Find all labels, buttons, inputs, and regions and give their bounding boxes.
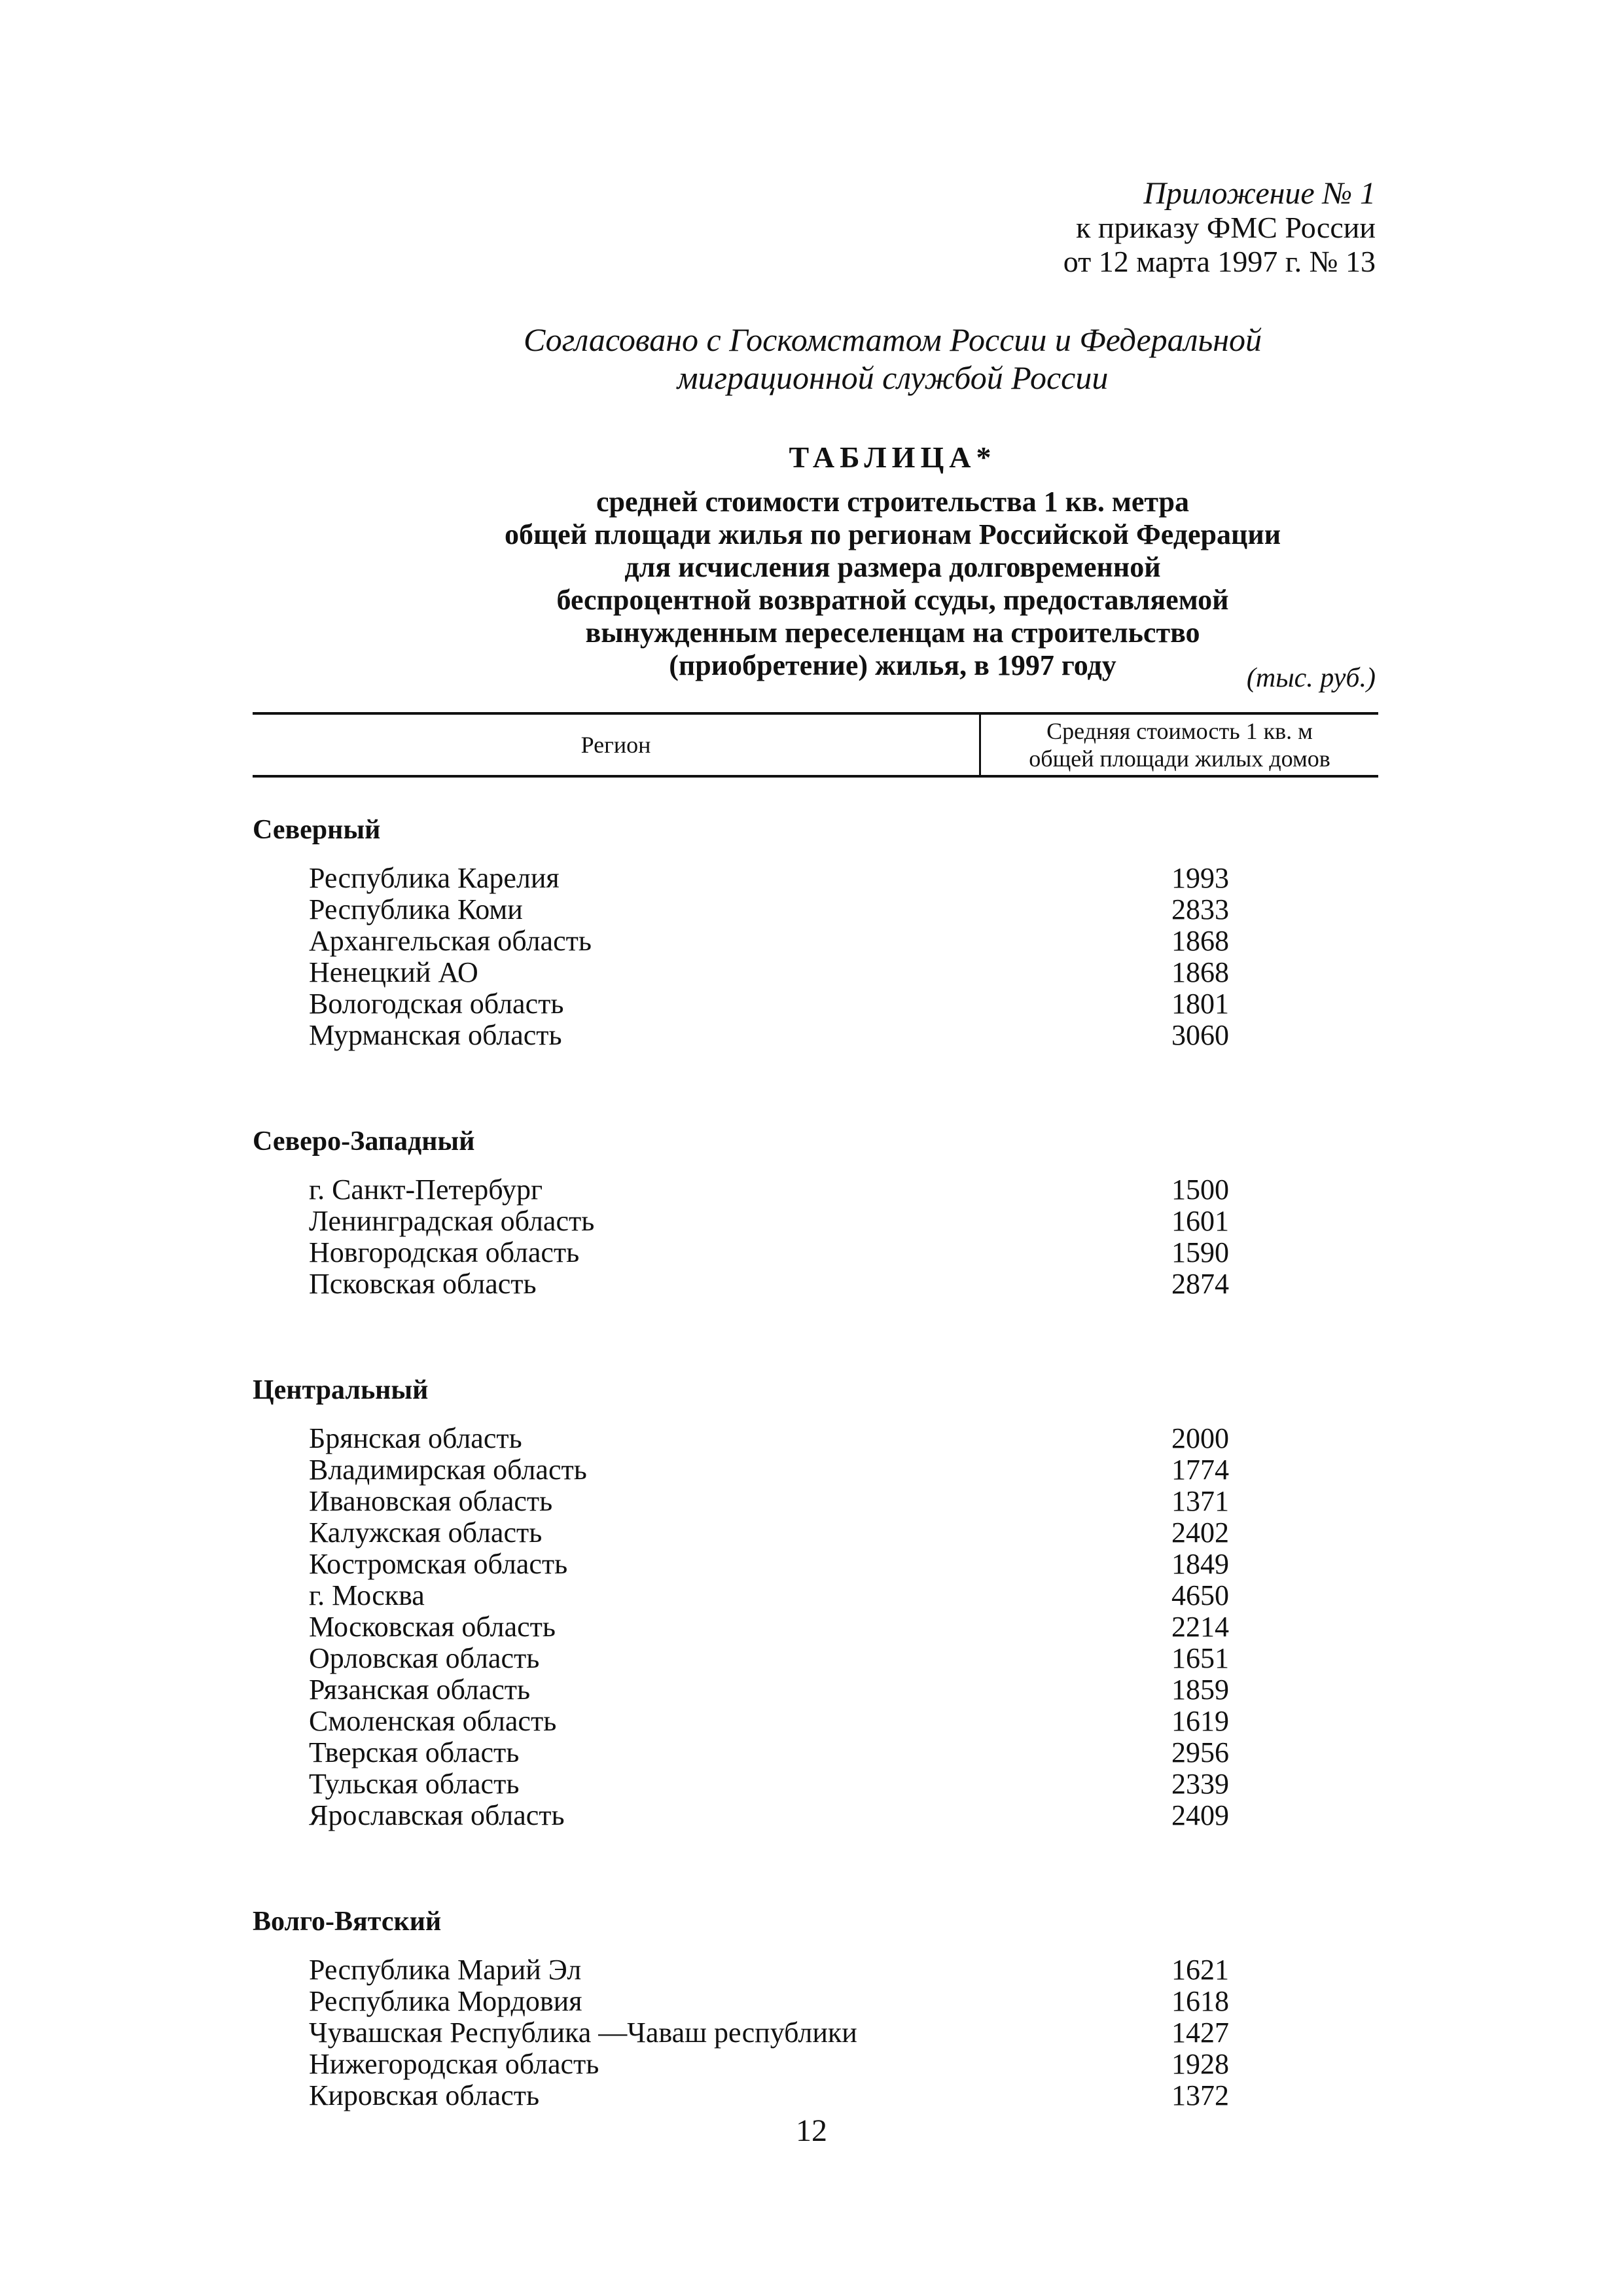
cost-value: 2339 [1171,1768,1229,1800]
table-row [253,1768,1378,1800]
table-row [253,2017,1378,2049]
region-name: Московская область [309,1611,556,1643]
cost-value: 1621 [1171,1954,1229,1986]
page-number-text: 12 [796,2113,827,2148]
cost-column-header-line-1: Средняя стоимость 1 кв. м [1046,718,1313,744]
table-title [0,440,1623,475]
cost-value: 2956 [1171,1736,1229,1768]
cost-value: 2409 [1171,1799,1229,1831]
table-row [253,957,1378,988]
region-name: Брянская область [309,1422,522,1454]
region-name: Нижегородская область [309,2048,599,2080]
region-name: Тульская область [309,1768,520,1800]
cost-value: 1868 [1171,925,1229,957]
page-number [0,2113,1623,2149]
region-name: Ленинградская область [309,1205,595,1237]
region-name: Архангельская область [309,925,592,957]
table-row [253,1737,1378,1768]
table-header [253,712,1378,778]
region-name: Смоленская область [309,1705,557,1737]
region-name: Костромская область [309,1548,568,1580]
table-row [253,1206,1378,1237]
table-row [253,1706,1378,1737]
region-name: г. Москва [309,1579,425,1611]
cost-value: 1372 [1171,2079,1229,2111]
cost-value: 1651 [1171,1642,1229,1674]
cost-value: 1427 [1171,2017,1229,2049]
region-name: Ивановская область [309,1485,553,1517]
table-row [253,1174,1378,1206]
table-body [253,812,1378,2111]
table-row [253,1020,1378,1051]
region-group-name: Центральный [253,1375,429,1405]
group-spacer [253,1300,1378,1372]
table-row [253,2080,1378,2111]
region-column-header: Регион [253,715,981,775]
table-row [253,1549,1378,1580]
table-row [253,1986,1378,2017]
cost-value: 1801 [1171,988,1229,1020]
region-name: Чувашская Республика —Чаваш республики [309,2017,857,2049]
cost-value: 1619 [1171,1705,1229,1737]
cost-value: 1928 [1171,2048,1229,2080]
table-row [253,894,1378,925]
region-name: Калужская область [309,1516,543,1549]
cost-value: 1849 [1171,1548,1229,1580]
agreement-line-2: миграционной службой России [677,359,1109,396]
unit-label: (тыс. руб.) [1246,663,1376,693]
table-row [253,925,1378,957]
region-name: Тверская область [309,1736,520,1768]
cost-value: 1590 [1171,1236,1229,1268]
cost-value: 2000 [1171,1422,1229,1454]
table-row [253,1674,1378,1706]
region-name: Псковская область [309,1268,537,1300]
table-subtitle-line: вынужденным переселенцам на строительство [585,617,1200,649]
region-group-name: Северо-Западный [253,1126,475,1157]
appendix-header [1063,177,1376,279]
region-name: Орловская область [309,1642,540,1674]
region-name: Рязанская область [309,1674,531,1706]
cost-value: 1601 [1171,1205,1229,1237]
cost-value: 2833 [1171,893,1229,925]
region-group [253,812,1378,1051]
cost-column-header-line-2: общей площади жилых домов [1029,745,1330,772]
appendix-date-line: от 12 марта 1997 г. № 13 [1063,245,1376,278]
table-row [253,1517,1378,1549]
region-group [253,1123,1378,1300]
cost-value: 2874 [1171,1268,1229,1300]
table-row [253,1237,1378,1268]
region-name: Республика Марий Эл [309,1954,582,1986]
cost-value: 1993 [1171,862,1229,894]
cost-value: 3060 [1171,1019,1229,1051]
table-row [253,863,1378,894]
cost-value: 1618 [1171,1985,1229,2017]
region-name: Республика Коми [309,893,523,925]
table-row [253,2049,1378,2080]
table-row [253,1423,1378,1454]
region-name: г. Санкт-Петербург [309,1174,543,1206]
table-title-text: ТАБЛИЦА* [789,440,997,474]
region-group-name: Северный [253,815,381,845]
table-subtitle-line: (приобретение) жилья, в 1997 году [669,649,1116,681]
region-name: Республика Карелия [309,862,560,894]
table-subtitle-line: общей площади жилья по регионам Российской Федерации [504,518,1281,550]
table-row [253,1643,1378,1674]
cost-value: 2214 [1171,1611,1229,1643]
cost-value: 4650 [1171,1579,1229,1611]
cost-value: 1500 [1171,1174,1229,1206]
region-group [253,1372,1378,1831]
table-row [253,988,1378,1020]
cost-value: 1859 [1171,1674,1229,1706]
appendix-order-line: к приказу ФМС России [1076,211,1376,244]
region-group [253,1903,1378,2111]
table-row [253,1954,1378,1986]
cost-column-header [981,715,1378,775]
region-name: Республика Мордовия [309,1985,582,2017]
agreement-line-1: Согласовано с Госкомстатом России и Федеральной [523,321,1262,358]
region-name: Новгородская область [309,1236,580,1268]
table-subtitle-line: средней стоимости строительства 1 кв. метра [596,486,1189,518]
table-subtitle-line: для исчисления размера долговременной [624,551,1161,583]
agreement-note [0,321,1623,397]
table-row [253,1486,1378,1517]
region-name: Ненецкий АО [309,956,478,988]
cost-value: 1868 [1171,956,1229,988]
table-row [253,1454,1378,1486]
table-subtitle-line: беспроцентной возвратной ссуды, предоставляемой [556,584,1229,616]
region-group-name: Волго-Вятский [253,1907,442,1937]
appendix-title: Приложение № 1 [1143,176,1376,211]
table-row [253,1580,1378,1611]
region-name: Кировская область [309,2079,540,2111]
cost-value: 1774 [1171,1454,1229,1486]
group-spacer [253,1051,1378,1123]
region-name: Владимирская область [309,1454,587,1486]
table-row [253,1268,1378,1300]
table-row [253,1800,1378,1831]
group-spacer [253,1831,1378,1903]
table-row [253,1611,1378,1643]
cost-value: 1371 [1171,1485,1229,1517]
cost-value: 2402 [1171,1516,1229,1549]
region-name: Ярославская область [309,1799,565,1831]
region-name: Вологодская область [309,988,564,1020]
region-name: Мурманская область [309,1019,562,1051]
table-subtitle [0,486,1623,682]
